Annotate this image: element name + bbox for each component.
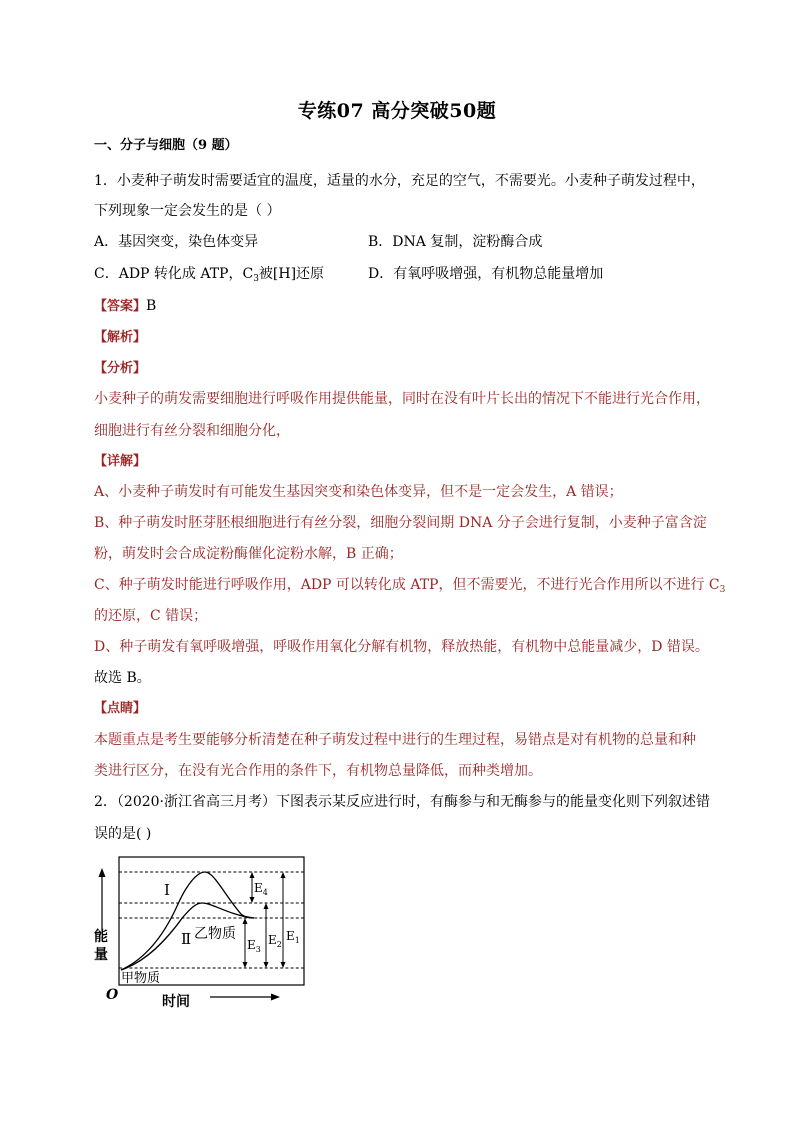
- q1-option-c-tail: 被[H]还原: [258, 266, 325, 282]
- curve-one: [121, 872, 254, 970]
- reactant-label: 甲物质: [121, 971, 161, 986]
- q2-stem-line1: 2．（2020·浙江省高三月考）下图表示某反应进行时，有酶参与和无酶参与的能量变化则下列叙述错: [94, 794, 710, 810]
- product-label: 乙物质: [194, 926, 236, 942]
- y-axis-label-2: 量: [94, 947, 108, 963]
- q1-option-c: [94, 264, 324, 284]
- q1-answer: [94, 296, 156, 317]
- e1-label: [286, 929, 300, 945]
- fenxi-label: 【分析】: [94, 361, 147, 376]
- page-title: 专练07 高分突破50题: [297, 100, 497, 122]
- curve-two-label: Ⅱ: [181, 930, 192, 948]
- e4-arrowhead-top: [250, 872, 255, 878]
- detail-a: A、小麦种子萌发时有可能发生基因突变和染色体变异，但不是一定会发生，A 错误；: [94, 484, 623, 500]
- origin-label: O: [106, 987, 119, 1003]
- q1-option-a: A．基因突变，染色体变异: [94, 234, 259, 250]
- e2-label: [268, 933, 282, 949]
- detail-c-line2: 的还原，C 错误；: [94, 608, 208, 624]
- fenxi-line1: 小麦种子的萌发需要细胞进行呼吸作用提供能量，同时在没有叶片长出的情况下不能进行光合作用，: [94, 391, 710, 407]
- e3-letter: E: [247, 938, 256, 952]
- detail-b-line2: 粉，萌发时会合成淀粉酶催化淀粉水解，B 正确；: [94, 546, 403, 562]
- q1-option-d: D．有氧呼吸增强，有机物总能量增加: [368, 266, 604, 282]
- q2-stem-line2: 误的是( ): [94, 826, 152, 842]
- e1-arrowhead-top: [281, 872, 286, 878]
- dianjing-label: 【点睛】: [94, 701, 147, 716]
- y-axis-label-1: 能: [94, 929, 108, 945]
- q1-option-c-text: C．ADP 转化成 ATP，C: [94, 266, 254, 282]
- detail-c-text: C、种子萌发时能进行呼吸作用，ADP 可以转化成 ATP，但不需要光，不进行光合作用所以不进行 C: [94, 577, 720, 593]
- dianjing-line2: 类进行区分，在没有光合作用的条件下，有机物总量降低，而种类增加。: [94, 763, 542, 779]
- diagram-frame: [119, 857, 304, 985]
- curve-one-label: Ⅰ: [164, 881, 170, 899]
- x-axis-arrowhead: [271, 994, 280, 1001]
- detail-c-subscript: 3: [719, 585, 726, 595]
- q1-stem-line1: 1．小麦种子萌发时需要适宜的温度，适量的水分，充足的空气，不需要光。小麦种子萌发过程中，: [94, 173, 705, 189]
- e4-label: [254, 881, 268, 897]
- answer-label: 【答案】: [94, 299, 147, 314]
- e2-arrowhead-top: [264, 903, 269, 909]
- e2-arrowhead-bottom: [264, 962, 269, 968]
- e1-letter: E: [286, 929, 295, 943]
- e2-sub: 2: [276, 940, 282, 949]
- e1-arrowhead-bottom: [281, 962, 286, 968]
- jiexi-label: 【解析】: [94, 330, 147, 345]
- e3-arrowhead-bottom: [243, 962, 248, 968]
- y-axis-arrowhead: [99, 868, 106, 877]
- e2-letter: E: [268, 933, 277, 947]
- section-heading: 一、分子与细胞（9 题）: [94, 138, 238, 153]
- e3-arrowhead-top: [243, 918, 248, 924]
- q1-stem-line2: 下列现象一定会发生的是（ ）: [94, 203, 281, 219]
- e3-label: [247, 938, 261, 954]
- q1-option-b: B．DNA 复制，淀粉酶合成: [368, 234, 543, 250]
- q1-option-c-subscript: 3: [253, 274, 259, 284]
- detail-d: D、种子萌发有氧呼吸增强，呼吸作用氧化分解有机物，释放热能，有机物中总能量减少，D 错误。: [94, 639, 709, 655]
- answer-value: B: [146, 298, 157, 314]
- e1-sub: 1: [294, 936, 300, 945]
- detail-b-line1: B、种子萌发时胚芽胚根细胞进行有丝分裂，细胞分裂间期 DNA 分子会进行复制，小麦种子富含淀: [94, 515, 707, 531]
- x-axis-label: 时间: [162, 994, 190, 1008]
- e4-sub: 4: [262, 888, 268, 897]
- fenxi-line2: 细胞进行有丝分裂和细胞分化，: [94, 423, 290, 439]
- xiangjie-label: 【详解】: [94, 454, 147, 469]
- dianjing-line1: 本题重点是考生要能够分析清楚在种子萌发过程中进行的生理过程，易错点是对有机物的总量和种: [94, 732, 696, 748]
- e4-letter: E: [254, 881, 263, 895]
- conclusion: 故选 B。: [94, 670, 151, 686]
- energy-diagram: [88, 852, 310, 1008]
- e3-sub: 3: [255, 945, 261, 954]
- e4-arrowhead-bottom: [250, 897, 255, 903]
- detail-c-line1: [94, 575, 725, 595]
